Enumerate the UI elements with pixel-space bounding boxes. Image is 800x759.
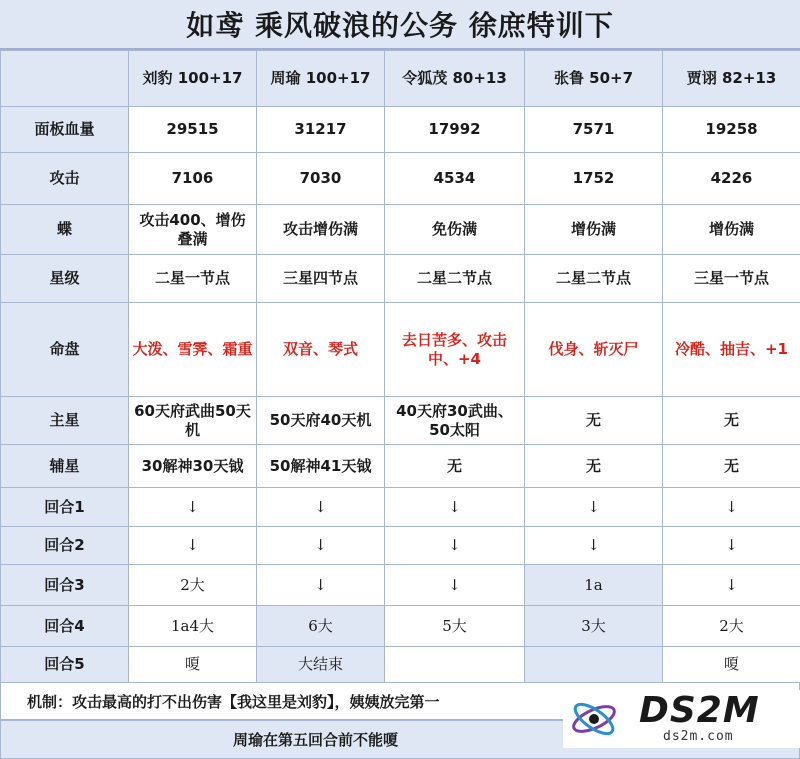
row-label: 面板血量 xyxy=(1,107,129,153)
row-label: 回合2 xyxy=(1,527,129,565)
table-row xyxy=(1,303,800,397)
table-cell: 三星一节点 xyxy=(663,255,800,303)
column-header: 周瑜 100+17 xyxy=(257,51,385,107)
mechanism-note: 机制：攻击最高的打不出伤害【我这里是刘豹】，姨姨放完第一 xyxy=(0,682,800,720)
table-row xyxy=(1,565,800,606)
table-row xyxy=(1,445,800,488)
column-header: 张鲁 50+7 xyxy=(525,51,663,107)
column-header: 贾诩 82+13 xyxy=(663,51,800,107)
table-cell: 40天府30武曲、50太阳 xyxy=(385,397,525,445)
table-cell: 无 xyxy=(663,445,800,488)
table-cell: 无 xyxy=(525,445,663,488)
table-row xyxy=(1,107,800,153)
lineup-table xyxy=(0,50,800,683)
table-cell: ↓ xyxy=(129,527,257,565)
row-label: 星级 xyxy=(1,255,129,303)
row-label: 回合1 xyxy=(1,488,129,527)
table-cell: 无 xyxy=(663,397,800,445)
table-row xyxy=(1,606,800,647)
corner-cell xyxy=(1,51,129,107)
table-cell: 二星二节点 xyxy=(385,255,525,303)
row-label: 蝶 xyxy=(1,205,129,255)
row-label: 主星 xyxy=(1,397,129,445)
table-cell: ↓ xyxy=(385,527,525,565)
table-cell: ↓ xyxy=(385,565,525,606)
table-cell: 1752 xyxy=(525,153,663,205)
watermark-brand: DS2M xyxy=(639,690,760,731)
table-cell: 攻击增伤满 xyxy=(257,205,385,255)
table-cell: 6大 xyxy=(257,606,385,647)
table-cell: 无 xyxy=(525,397,663,445)
table-cell: 4534 xyxy=(385,153,525,205)
table-cell: 29515 xyxy=(129,107,257,153)
table-cell: 3大 xyxy=(525,606,663,647)
table-cell: 大结束 xyxy=(257,647,385,683)
table-cell: 无 xyxy=(385,445,525,488)
table-cell: ↓ xyxy=(257,565,385,606)
page-title: 如鸢 乘风破浪的公务 徐庶特训下 xyxy=(0,0,800,50)
table-cell: 去日苦多、攻击中、+4 xyxy=(385,303,525,397)
table-cell: 2大 xyxy=(129,565,257,606)
table-cell: 攻击400、增伤叠满 xyxy=(129,205,257,255)
row-label: 回合3 xyxy=(1,565,129,606)
table-cell: 大泼、雪霁、霜重 xyxy=(129,303,257,397)
table-cell: 双音、琴式 xyxy=(257,303,385,397)
table-cell: ↓ xyxy=(663,527,800,565)
table-row xyxy=(1,527,800,565)
table-cell: 5大 xyxy=(385,606,525,647)
table-cell: 免伤满 xyxy=(385,205,525,255)
table-cell: 50天府40天机 xyxy=(257,397,385,445)
table-cell: 1a xyxy=(525,565,663,606)
table-cell: 伐身、斩灭尸 xyxy=(525,303,663,397)
watermark-url: ds2m.com xyxy=(663,729,734,744)
table-row xyxy=(1,488,800,527)
table-cell: 三星四节点 xyxy=(257,255,385,303)
row-label: 回合5 xyxy=(1,647,129,683)
table-row xyxy=(1,153,800,205)
row-label: 辅星 xyxy=(1,445,129,488)
table-cell: 17992 xyxy=(385,107,525,153)
table-cell: 嗄 xyxy=(663,647,800,683)
table-row xyxy=(1,205,800,255)
table-cell: 60天府武曲50天机 xyxy=(129,397,257,445)
table-cell: 增伤满 xyxy=(525,205,663,255)
table-cell: 嗄 xyxy=(129,647,257,683)
round-note: 周瑜在第五回合前不能嗄 xyxy=(0,720,800,759)
table-cell: 7030 xyxy=(257,153,385,205)
table-cell: 二星二节点 xyxy=(525,255,663,303)
atom-logo-icon xyxy=(569,696,619,742)
table-cell: ↓ xyxy=(663,488,800,527)
table-cell xyxy=(385,647,525,683)
table-cell: ↓ xyxy=(257,527,385,565)
table-cell: 7106 xyxy=(129,153,257,205)
table-cell: 19258 xyxy=(663,107,800,153)
watermark-logo xyxy=(563,690,800,748)
table-cell: 50解神41天钺 xyxy=(257,445,385,488)
table-cell: 2大 xyxy=(663,606,800,647)
table-cell: 31217 xyxy=(257,107,385,153)
row-label: 回合4 xyxy=(1,606,129,647)
table-cell: 30解神30天钺 xyxy=(129,445,257,488)
table-cell: ↓ xyxy=(385,488,525,527)
table-cell: 增伤满 xyxy=(663,205,800,255)
row-label: 攻击 xyxy=(1,153,129,205)
table-row xyxy=(1,647,800,683)
header-row xyxy=(1,51,800,107)
table-row xyxy=(1,255,800,303)
table-cell: 7571 xyxy=(525,107,663,153)
column-header: 刘豹 100+17 xyxy=(129,51,257,107)
table-cell: 冷酷、抽吉、+1 xyxy=(663,303,800,397)
table-row xyxy=(1,397,800,445)
table-cell: 1a4大 xyxy=(129,606,257,647)
table-cell: ↓ xyxy=(525,527,663,565)
table-cell: ↓ xyxy=(525,488,663,527)
row-label: 命盘 xyxy=(1,303,129,397)
table-cell: ↓ xyxy=(129,488,257,527)
column-header: 令狐茂 80+13 xyxy=(385,51,525,107)
table-cell: ↓ xyxy=(663,565,800,606)
table-cell: ↓ xyxy=(257,488,385,527)
table-cell: 二星一节点 xyxy=(129,255,257,303)
table-cell: 4226 xyxy=(663,153,800,205)
table-cell xyxy=(525,647,663,683)
